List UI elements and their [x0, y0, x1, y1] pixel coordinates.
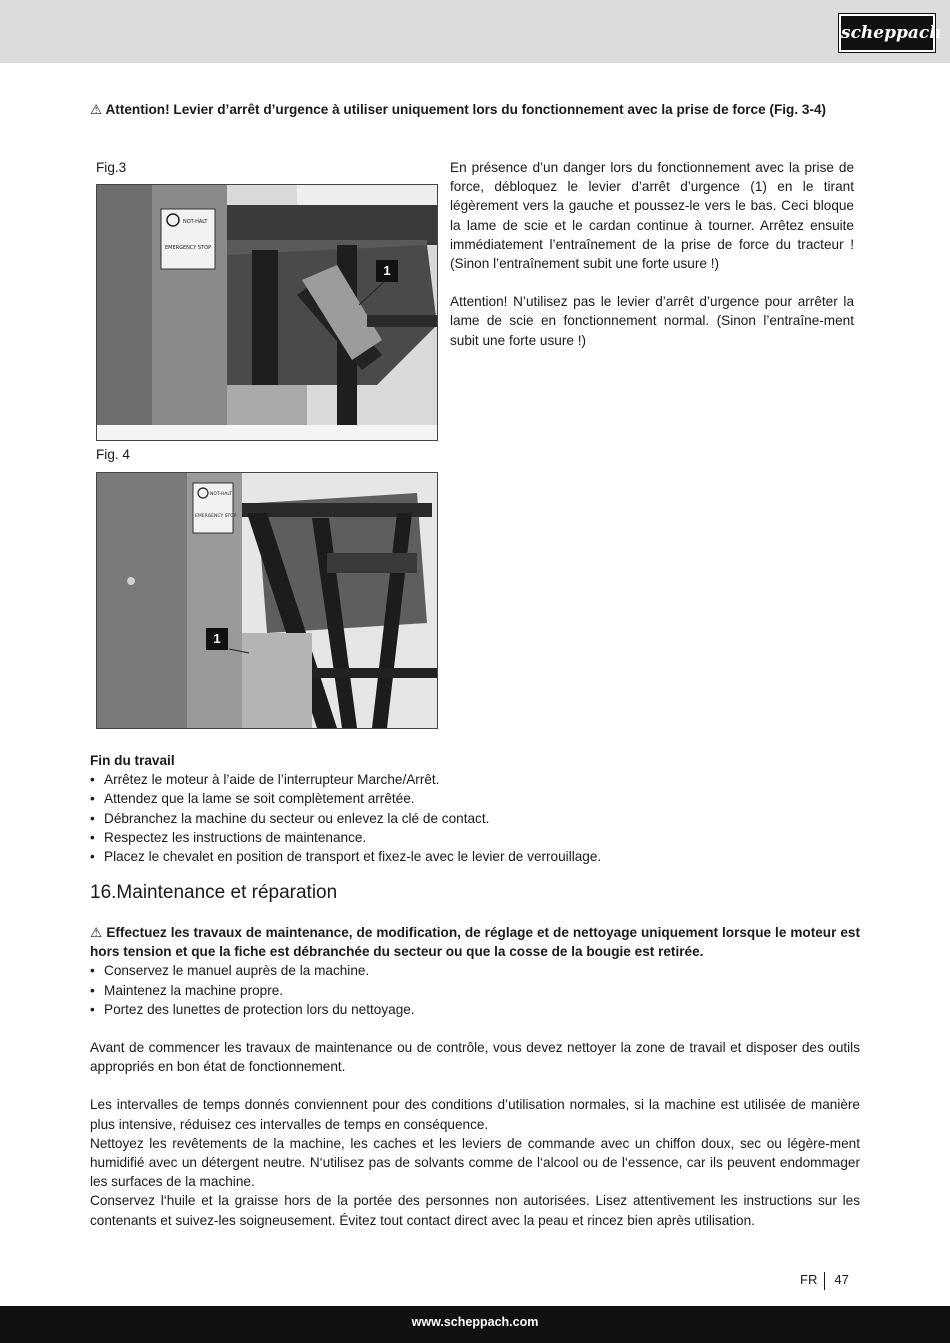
- section-number: 16.: [90, 882, 117, 903]
- maintenance-paragraph-4: Conservez l‘huile et la graisse hors de la portée des personnes non autorisées. Lisez attentivement les instructions sur les contenants et suivez-les soigneusement. Évitez tout contact direct avec la peau et rincez bien après utilisation.: [90, 1193, 860, 1228]
- emergency-lever-paragraph-2: Attention! N’utilisez pas le levier d’arrêt d’urgence pour arrêter la lame de scie en fonctionnement normal. (Sinon l’entraîne-ment subit une forte usure !): [450, 294, 854, 348]
- warning-triangle-icon: ⚠: [90, 925, 103, 940]
- end-of-work-title: Fin du travail: [90, 753, 175, 768]
- emergency-lever-paragraph-1: En présence d’un danger lors du fonctionnement avec la prise de force, débloquez le levier d’arrêt d’urgence (1) en le tirant légèrement vers la gauche et poussez-le vers le bas. Ceci bloque la lame de scie et le cardan continue à tourner. Arrêtez ensuite immédiatement l’entraînement de la prise de force du tracteur ! (Sinon l’entraînement subit une forte usure !): [450, 160, 854, 272]
- list-item: • Portez des lunettes de protection lors du nettoyage.: [90, 1000, 860, 1019]
- footer-url: www.scheppach.com: [411, 1315, 539, 1329]
- maintenance-paragraph-2: Les intervalles de temps donnés conviennent pour des conditions d’utilisation normales, si la machine est utilisée de manière plus intensive, réduisez ces intervalles de temps en conséquence.: [90, 1097, 860, 1132]
- list-item: • Arrêtez le moteur à l’aide de l’interrupteur Marche/Arrêt.: [90, 770, 860, 789]
- figure-4-photo: [96, 472, 438, 729]
- figure-4-label: Fig. 4: [96, 447, 130, 462]
- section-title: [90, 881, 337, 905]
- figure-3-label: Fig.3: [96, 160, 127, 175]
- maintenance-paragraph-1: Avant de commencer les travaux de maintenance ou de contrôle, vous devez nettoyer la zone de travail et disposer des outils appropriés en bon état de fonctionnement.: [90, 1040, 860, 1075]
- figure-3-callout-1: 1: [376, 260, 398, 282]
- warning-heading: [90, 100, 860, 119]
- figure-4-sticker-line-1: NOT-HALT: [210, 492, 232, 497]
- figure-3-sticker-line-2: EMERGENCY STOP: [165, 245, 212, 251]
- page-number: 47: [834, 1272, 849, 1287]
- maintenance-warning-text: Effectuez les travaux de maintenance, de modification, de réglage et de nettoyage uniquement lorsque le moteur est hors tension et que la fiche est débranchée du secteur ou que la cosse de la bougie est retirée.: [90, 925, 860, 960]
- list-item: • Débranchez la machine du secteur ou enlevez la clé de contact.: [90, 809, 860, 828]
- list-item: • Conservez le manuel auprès de la machine.: [90, 961, 860, 980]
- page-number-block: [800, 1270, 849, 1290]
- page-language: FR: [800, 1272, 818, 1287]
- emergency-lever-description: [450, 158, 854, 369]
- page-number-divider: [824, 1272, 825, 1290]
- header-bar: [0, 0, 950, 63]
- figure-4-sticker-line-2: EMERGENCY STOP: [195, 514, 237, 519]
- end-of-work-list: [90, 770, 860, 866]
- figure-3-photo: [96, 184, 438, 441]
- list-item: • Respectez les instructions de maintenance.: [90, 828, 860, 847]
- figure-3-sticker-line-1: NOT-HALT: [183, 219, 208, 225]
- maintenance-section: [90, 923, 860, 1230]
- maintenance-list: [90, 961, 860, 1019]
- list-item: • Attendez que la lame se soit complètement arrêtée.: [90, 789, 860, 808]
- warning-heading-text: Attention! Levier d’arrêt d’urgence à utiliser uniquement lors du fonctionnement avec la prise de force (Fig. 3-4): [105, 102, 827, 117]
- list-item: • Maintenez la machine propre.: [90, 981, 860, 1000]
- maintenance-paragraph-3: Nettoyez les revêtements de la machine, les caches et les leviers de commande avec un chiffon doux, sec ou légère-ment humidifié avec un détergent neutre. N‘utilisez pas de solvants comme de l‘alcool ou de l‘essence, car ils peuvent endommager les surfaces de la machine.: [90, 1135, 860, 1190]
- brand-logo: scheppach: [839, 14, 935, 52]
- section-title-text: Maintenance et réparation: [116, 882, 338, 903]
- end-of-work-section: [90, 751, 860, 866]
- footer-bar: [0, 1306, 950, 1343]
- figure-4-callout-1: 1: [206, 628, 228, 650]
- warning-triangle-icon: ⚠: [90, 102, 103, 117]
- maintenance-warning: [90, 923, 860, 961]
- list-item: • Placez le chevalet en position de transport et fixez-le avec le levier de verrouillage.: [90, 847, 860, 866]
